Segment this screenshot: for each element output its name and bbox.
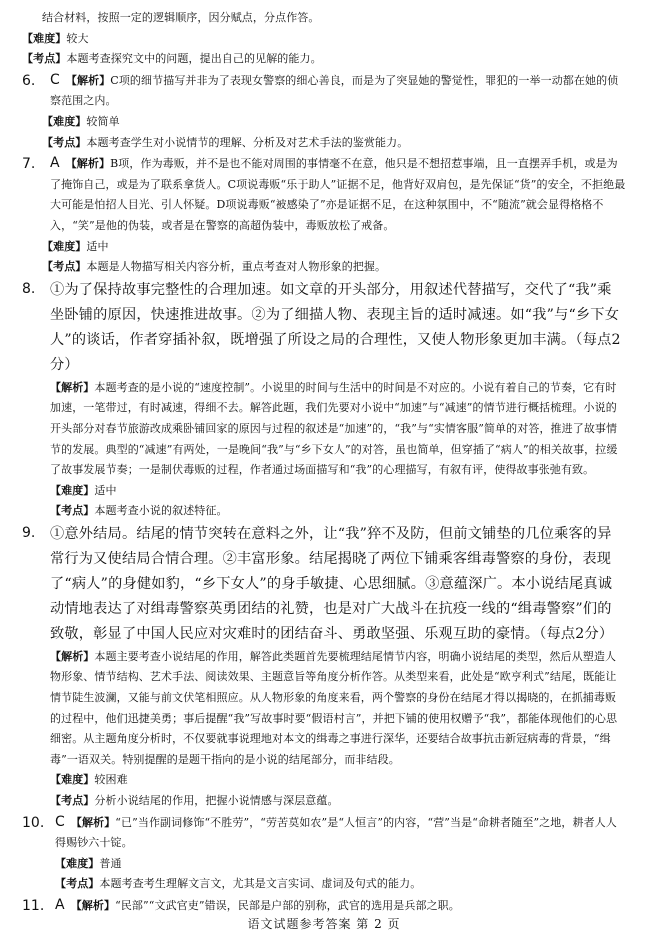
question-9 bbox=[22, 522, 626, 812]
analysis-text: “民部”“文武官吏”错误，民部是户部的别称，武官的选用是兵部之职。 bbox=[115, 899, 460, 912]
difficulty-tag: 【难度】 bbox=[42, 239, 87, 253]
q10-difficulty bbox=[55, 854, 626, 875]
question-number: 8. bbox=[22, 280, 36, 297]
question-6 bbox=[22, 70, 626, 112]
difficulty-tag: 【难度】 bbox=[50, 483, 95, 497]
difficulty-tag: 【难度】 bbox=[22, 31, 67, 45]
point-value: 本题考查小说的叙述特征。 bbox=[94, 504, 228, 518]
point-value: 本题考查考生理解文言文，尤其是文言实词、虚词及句式的能力。 bbox=[99, 877, 422, 891]
q9-difficulty bbox=[50, 770, 626, 791]
question-number: 11. bbox=[22, 898, 45, 914]
page-footer: 语文试题参考答案 第 2 页 bbox=[247, 917, 401, 931]
q6-difficulty bbox=[22, 112, 626, 133]
question-11 bbox=[22, 895, 626, 917]
point-tag: 【考点】 bbox=[42, 135, 87, 149]
analysis-tag: 【解析】 bbox=[50, 649, 95, 663]
point-value: 分析小说结尾的作用，把握小说情感与深层意蕴。 bbox=[94, 794, 339, 808]
point-tag: 【考点】 bbox=[42, 260, 87, 274]
top-line: 结合材料，按照一定的逻辑顺序，因分赋点，分点作答。 bbox=[42, 11, 320, 24]
analysis-tag: 【解析】 bbox=[50, 380, 95, 394]
analysis-text: B项，作为毒贩，并不是也不能对周围的事情毫不在意，他只是不想招惹事端，且一直摆弄手机，或是为了掩饰自己，或是为了联系拿货人。C项说毒贩“乐于助人”证据不足，他背好双肩包，是先保证“货”的安全，不拒绝最大可能是怕招人目光、引人怀疑。D项说毒贩“被感染了”亦是证据不足，在这种氛围中，不“随流”就会显得格格不入，“笑”是他的伪装，或者是在警察的高超伪装中，毒贩放松了戒备。 bbox=[50, 157, 626, 232]
point-value: 本题考查学生对小说情节的理解、分析及对艺术手法的鉴赏能力。 bbox=[86, 135, 409, 149]
difficulty-value: 较简单 bbox=[86, 114, 120, 128]
analysis-tag: 【解析】 bbox=[70, 815, 116, 829]
difficulty-value: 普通 bbox=[99, 856, 122, 870]
difficulty-value: 适中 bbox=[94, 483, 117, 497]
analysis-text: C项的细节描写并非为了表现女警察的细心善良，而是为了突显她的警觉性，罪犯的一举一动都在她的侦察范围之内。 bbox=[50, 73, 619, 108]
question-8 bbox=[22, 278, 626, 522]
q10-point bbox=[55, 874, 626, 895]
q7-point bbox=[22, 257, 626, 278]
difficulty-tag: 【难度】 bbox=[50, 773, 95, 787]
q9-answer: ①意外结局。结尾的情节突转在意料之外，让“我”猝不及防，但前文铺垫的几位乘客的异常行为又使结局合情合理。②丰富形象。结尾揭晓了两位下铺乘客缉毒警察的身份，表现了“病人”的身健如豹，“乡下女人”的身手敏捷、心思细腻。③意蕴深广。本小说结尾真诚动情地表达了对缉毒警察英勇团结的礼赞，也是对广大战斗在抗疫一线的“缉毒警察”们的致敬，彰显了中国人民应对灾难时的团结奋斗、勇敢坚强、乐观互助的豪情。（每点2分） bbox=[50, 525, 614, 642]
analysis-tag: 【解析】 bbox=[70, 899, 116, 912]
q10-analysis bbox=[55, 812, 626, 854]
difficulty-tag: 【难度】 bbox=[55, 856, 100, 870]
answer-letter: A bbox=[55, 897, 65, 913]
q6-point bbox=[22, 133, 626, 154]
point-tag: 【考点】 bbox=[55, 877, 100, 891]
q7-difficulty bbox=[22, 237, 626, 258]
q9-point bbox=[50, 791, 626, 812]
analysis-tag: 【解析】 bbox=[65, 157, 111, 171]
analysis-text: “已”当作副词修饰“不胜劳”，“劳苦莫如农”是“人恒言”的内容，“营”当是“命耕者随至”之地，耕者人人得赐钞六十锭。 bbox=[55, 815, 617, 850]
point-value: 本题考查探究文中的问题，提出自己的见解的能力。 bbox=[66, 52, 322, 66]
answer-letter: C bbox=[50, 71, 60, 88]
question-7 bbox=[22, 153, 626, 236]
analysis-text: 本题主要考查小说结尾的作用，解答此类题首先要梳理结尾情节内容，明确小说结尾的类型，然后从塑造人物形象、情节结构、艺术手法、阅读效果、主题意旨等角度分析作答。从类型来看，此处是“欧亨利式”结尾，既能让情节陡生波澜，又能与前文伏笔相照应。从人物形象的角度来看，两个警察的身份在结尾才得以揭晓的，在抓捕毒贩的过程中，他们迅捷美勇；事后提醒“我”写故事时要“假语村言”，并把下铺的使用权赠予“我”，都能体现他们的心思细密。从主题角度分析时，不仅要就事说理地对本文的缉毒之事进行深华，还要结合故事抗击新冠病毒的背景，“缉毒”一语双关。特别提醒的是题干指向的是小说的结尾部分，而非结段。 bbox=[50, 649, 618, 766]
difficulty-value: 较困难 bbox=[94, 773, 128, 787]
point-tag: 【考点】 bbox=[50, 794, 95, 808]
point-tag: 【考点】 bbox=[50, 504, 95, 518]
q11-analysis bbox=[55, 895, 626, 917]
q8-analysis bbox=[50, 378, 626, 481]
question-number: 10. bbox=[22, 814, 45, 831]
analysis-tag: 【解析】 bbox=[65, 73, 111, 87]
q6-analysis bbox=[50, 70, 626, 112]
difficulty-tag: 【难度】 bbox=[42, 114, 87, 128]
question-number: 6. bbox=[22, 72, 36, 89]
q8-difficulty bbox=[50, 481, 626, 502]
q8-point bbox=[50, 501, 626, 522]
top-point bbox=[22, 49, 626, 70]
point-value: 本题是人物描写相关内容分析，重点考查对人物形象的把握。 bbox=[86, 260, 387, 274]
question-number: 9. bbox=[22, 524, 36, 541]
question-10 bbox=[22, 812, 626, 895]
q8-answer: ①为了保持故事完整性的合理加速。如文章的开头部分，用叙述代替描写，交代了“我”乘坐卧铺的原因，快速推进故事。②为了细描人物、表现主旨的适时减速。如“我”与“乡下女人”的谈话，作者穿插补叙，既增强了所设之局的合理性，又使人物形象更加丰满。（每点2分） bbox=[50, 281, 621, 373]
q9-analysis bbox=[50, 647, 626, 771]
difficulty-value: 较大 bbox=[66, 31, 89, 45]
question-number: 7. bbox=[22, 156, 36, 173]
q7-analysis bbox=[50, 153, 626, 236]
answer-letter: A bbox=[50, 155, 60, 172]
analysis-text: 本题考查的是小说的“速度控制”。小说里的时间与生活中的时间是不对应的。小说有着自己的节奏，它有时加速，一笔带过，有时减速，得细不去。解答此题，我们先要对小说中“加速”与“减速”的情节进行概括梳理。小说的开头部分对春节旅游改成乘卧铺回家的原因与过程的叙述是“加速”的，“我”与“实情客服”简单的对答，推进了故事情节的发展。典型的“减速”有两处，一是晚间“我”与“乡下女人”的对答，虽也简单，但穿插了“病人”的相关故事，拉缓了故事发展节奏；一是制伏毒贩的过程，作者通过场面描写和“我”的心理描写，有叙有评，使得故事张弛有致。 bbox=[50, 380, 618, 477]
point-tag: 【考点】 bbox=[22, 52, 67, 66]
answer-letter: C bbox=[55, 813, 65, 830]
top-difficulty bbox=[22, 29, 626, 50]
difficulty-value: 适中 bbox=[86, 239, 109, 253]
